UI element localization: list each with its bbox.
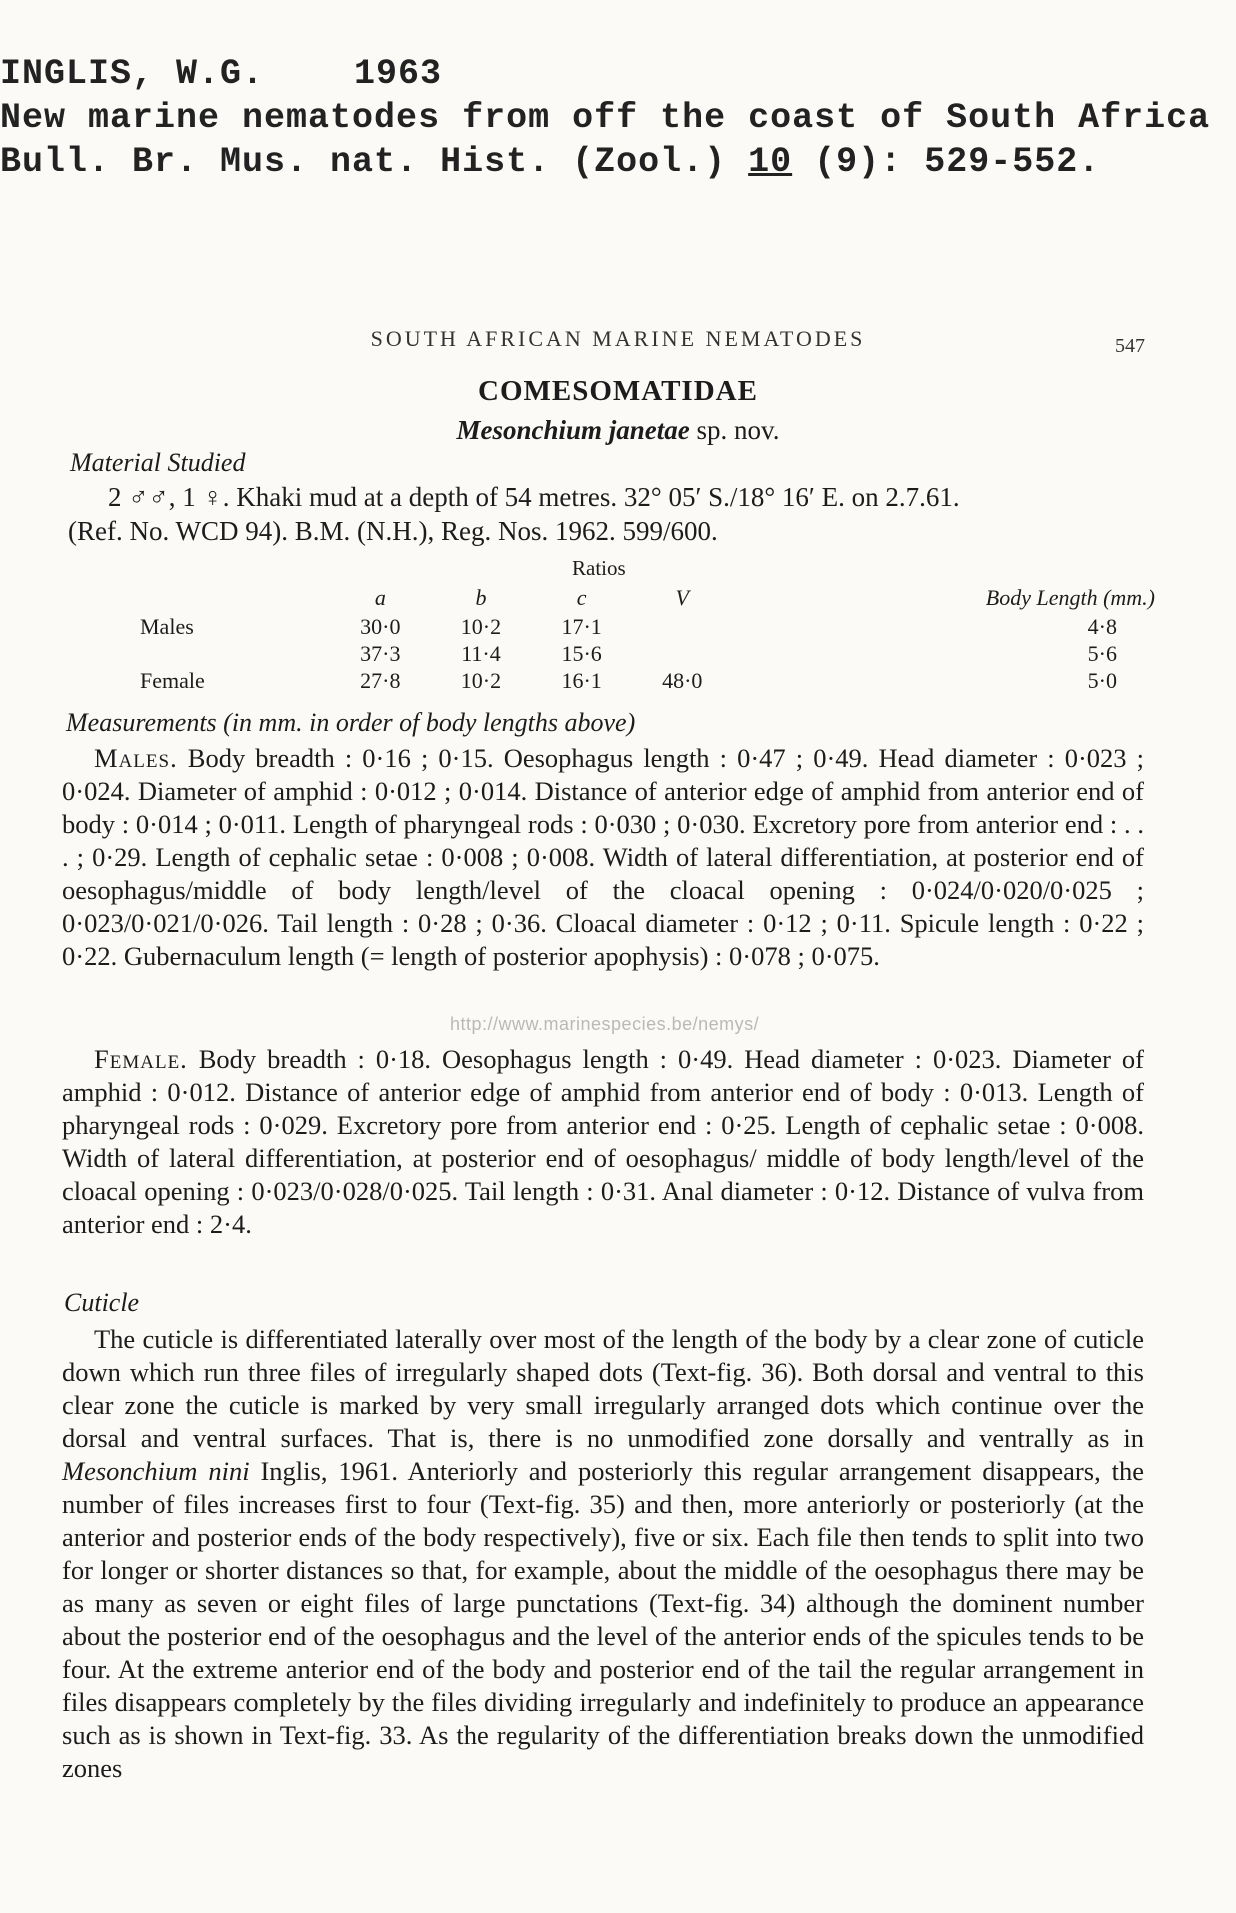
table-row xyxy=(140,613,1155,640)
material-heading: Material Studied xyxy=(70,448,246,477)
species-status: sp. nov. xyxy=(696,415,780,445)
material-line-1: 2 ♂♂, 1 ♀. Khaki mud at a depth of 54 metres. 32° 05′ S./18° 16′ E. on 2.7.61. xyxy=(108,482,960,512)
table-row xyxy=(140,640,1155,667)
citation-title: New marine nematodes from off the coast of South Africa xyxy=(0,98,1211,138)
cell-c: 16·1 xyxy=(561,667,602,693)
cell-b: 10·2 xyxy=(460,667,502,693)
female-paragraph xyxy=(62,1043,1144,1241)
female-text: Body breadth : 0·18. Oesophagus length : 0·49. Head diameter : 0·023. Diameter of amphid : 0·012. Distance of anterior edge of amphid from anterior end of body : 0·013. Length of pharyngeal rods : 0·029. Excretory pore from anterior end : 0·25. Length of cephalic setae : 0·008. Width of lateral differentiation, at posterior end of oesophagus/ middle of body length/level of the cloacal opening : 0·023/0·028/0·025. Tail length : 0·31. Anal diameter : 0·12. Distance of vulva from anterior end : 2·4. xyxy=(62,1044,1144,1239)
ratios-header-v: V xyxy=(675,585,689,610)
cuticle-heading: Cuticle xyxy=(64,1288,140,1317)
ratios-header-a: a xyxy=(374,585,386,610)
ratios-header-c: c xyxy=(576,585,587,610)
cell-length: 4·8 xyxy=(1087,613,1117,639)
citation-volume: 10 xyxy=(748,142,793,182)
female-label: Female. xyxy=(94,1044,188,1074)
citation-journal: Bull. Br. Mus. nat. Hist. (Zool.) xyxy=(0,142,727,182)
cell-a: 37·3 xyxy=(360,640,401,666)
ratios-header-row xyxy=(140,583,1155,613)
watermark-link: http://www.marinespecies.be/nemys/ xyxy=(450,1014,760,1034)
citation-author-line xyxy=(0,52,1190,96)
row-label: Female xyxy=(140,667,205,693)
cell-a: 30·0 xyxy=(360,613,401,639)
ratios-header-b: b xyxy=(475,585,487,610)
measurements-heading: Measurements (in mm. in order of body lengths above) xyxy=(66,708,636,737)
males-label: Males. xyxy=(94,743,178,773)
row-label xyxy=(140,640,330,667)
citation-year: 1963 xyxy=(354,54,443,94)
males-paragraph xyxy=(62,742,1144,973)
family-heading: COMESOMATIDAE xyxy=(478,375,758,407)
cell-length: 5·0 xyxy=(1087,667,1117,693)
ratios-title: Ratios xyxy=(572,556,626,580)
cuticle-text-2: Inglis, 1961. Anteriorly and posteriorly this regular arrangement disappears, the number of files increases first to four (Text-fig. 35) and then, more anteriorly or posteriorly (at the anterior and posterior ends of the body respectively), five or six. Each file then tends to split into two for longer or shorter distances so that, for example, about the middle of the oesophagus there may be as many as seven or eight files of large punctations (Text-fig. 34) although the dominent number about the posterior end of the oesophagus and the level of the anterior ends of the spicules tends to be four. At the extreme anterior end of the body and posterior end of the tail the regular arrangement in files disappears completely by the files dividing irregularly and indefinitely to produce an appearance such as is shown in Text-fig. 33. As the regularity of the differentiation breaks down the unmodified zones xyxy=(62,1456,1144,1783)
citation-pages: (9): 529-552. xyxy=(814,142,1101,182)
cuticle-paragraph xyxy=(62,1323,1144,1785)
cell-length: 5·6 xyxy=(1087,640,1117,666)
cell-v: 48·0 xyxy=(662,667,703,693)
ratios-table xyxy=(140,583,1155,694)
males-text: Body breadth : 0·16 ; 0·15. Oesophagus length : 0·47 ; 0·49. Head diameter : 0·023 ; 0·024. Diameter of amphid : 0·012 ; 0·014. Distance of anterior edge of amphid from anterior end of body : 0·014 ; 0·011. Length of pharyngeal rods : 0·030 ; 0·030. Excretory pore from anterior end : . . . ; 0·29. Length of cephalic setae : 0·008 ; 0·008. Width of lateral differentiation, at posterior end of oesophagus/middle of body length/level of the cloacal opening : 0·024/0·020/0·025 ; 0·023/0·021/0·026. Tail length : 0·28 ; 0·36. Cloacal diameter : 0·12 ; 0·11. Spicule length : 0·22 ; 0·22. Gubernaculum length (= length of posterior apophysis) : 0·078 ; 0·075. xyxy=(62,743,1144,971)
cell-b: 10·2 xyxy=(460,613,502,639)
page-number: 547 xyxy=(1115,335,1145,357)
citation-block xyxy=(0,52,1211,184)
species-heading xyxy=(0,415,1236,446)
genus-reference: Mesonchium nini xyxy=(62,1456,250,1486)
ratios-header-length: Body Length (mm.) xyxy=(985,585,1155,610)
table-row xyxy=(140,667,1155,694)
cell-c: 17·1 xyxy=(561,613,602,639)
citation-author: INGLIS, W.G. xyxy=(0,54,265,94)
running-head: SOUTH AFRICAN MARINE NEMATODES xyxy=(370,326,866,351)
cuticle-text-1: The cuticle is differentiated laterally over most of the length of the body by a clear zone of cuticle down which run three files of irregularly shaped dots (Text-fig. 36). Both dorsal and ventral to this clear zone the cuticle is marked by very small irregularly arranged dots which continue over the dorsal and ventral surfaces. That is, there is no unmodified zone dorsally and ventrally as in xyxy=(62,1324,1144,1453)
citation-journal-line xyxy=(0,140,1190,184)
material-line-2: (Ref. No. WCD 94). B.M. (N.H.), Reg. Nos. 1962. 599/600. xyxy=(68,516,718,546)
cell-v xyxy=(632,613,733,640)
cell-a: 27·8 xyxy=(360,667,401,693)
species-name: Mesonchium janetae xyxy=(456,415,690,445)
ratios-header-blank xyxy=(140,583,330,613)
cell-b: 11·4 xyxy=(461,640,501,666)
row-label: Males xyxy=(140,613,194,639)
cell-c: 15·6 xyxy=(561,640,602,666)
cell-v xyxy=(632,640,733,667)
